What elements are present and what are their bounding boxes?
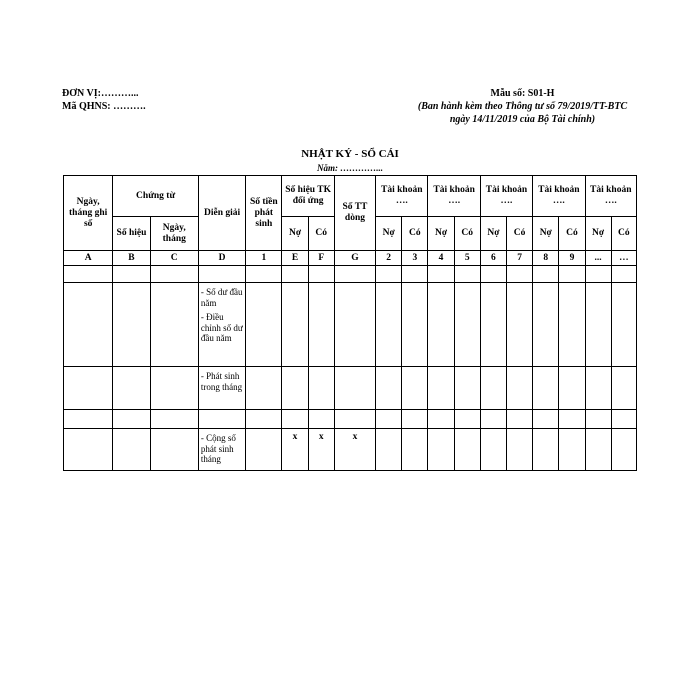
journal-ledger-table (63, 175, 637, 471)
column-code: 6 (480, 251, 506, 266)
header-right (410, 87, 635, 126)
column-code: B (113, 251, 150, 266)
header-acc1-debit: Nợ (376, 217, 402, 251)
header-acc3-debit: Nợ (480, 217, 506, 251)
opening-balance-description (198, 283, 245, 367)
header-acc4-debit: Nợ (533, 217, 559, 251)
total-mark-debit: x (282, 429, 308, 471)
column-code: 9 (559, 251, 585, 266)
qhns-label: Mã QHNS: ………. (62, 101, 146, 112)
total-mark-row-number: x (334, 429, 375, 471)
header-acc2-debit: Nợ (428, 217, 454, 251)
header-description: Diễn giải (198, 176, 245, 251)
column-code: 8 (533, 251, 559, 266)
column-code: 3 (402, 251, 428, 266)
header-counter-credit: Có (308, 217, 334, 251)
column-code: E (282, 251, 308, 266)
form-number: Mẫu số: S01-H (490, 88, 555, 99)
header-acc2-credit: Có (454, 217, 480, 251)
header-voucher: Chứng từ (113, 176, 199, 217)
header-acc5-debit: Nợ (585, 217, 611, 251)
unit-label: ĐƠN VỊ:………... (62, 88, 139, 99)
header-account-4: Tài khoản …. (533, 176, 585, 217)
column-code: 1 (246, 251, 282, 266)
opening-balance-label: - Số dư đầu năm (200, 287, 243, 308)
header-voucher-number: Số hiệu (113, 217, 150, 251)
header-acc4-credit: Có (559, 217, 585, 251)
column-code: G (334, 251, 375, 266)
header-counter-account: Số hiệu TK đối ứng (282, 176, 334, 217)
incurred-label: - Phát sinh trong tháng (198, 367, 245, 410)
header-amount: Số tiền phát sinh (246, 176, 282, 251)
column-code: 7 (506, 251, 532, 266)
total-label: - Cộng số phát sinh tháng (198, 429, 245, 471)
empty-row (64, 410, 637, 429)
total-mark-credit: x (308, 429, 334, 471)
header-acc3-credit: Có (506, 217, 532, 251)
page-title: NHẬT KÝ - SỔ CÁI (301, 148, 399, 160)
total-row (64, 429, 637, 471)
header-row-1 (64, 176, 637, 217)
column-code: … (611, 251, 636, 266)
issued-by-note: (Ban hành kèm theo Thông tư số 79/2019/TT-BTC ngày 14/11/2019 của Bộ Tài chính) (417, 101, 628, 125)
header-acc1-credit: Có (402, 217, 428, 251)
column-code: A (64, 251, 113, 266)
header-account-1: Tài khoản …. (376, 176, 428, 217)
column-code: D (198, 251, 245, 266)
opening-adjustment-label: - Điều chỉnh số dư đầu năm (200, 312, 243, 343)
column-code-row (64, 251, 637, 266)
header-account-3: Tài khoản …. (480, 176, 532, 217)
header-counter-debit: Nợ (282, 217, 308, 251)
header-left (62, 87, 146, 113)
opening-balance-row (64, 283, 637, 367)
column-code: F (308, 251, 334, 266)
header-date: Ngày, tháng ghi số (64, 176, 113, 251)
column-code: 2 (376, 251, 402, 266)
empty-row (64, 266, 637, 283)
incurred-row (64, 367, 637, 410)
column-code: 5 (454, 251, 480, 266)
column-code: 4 (428, 251, 454, 266)
header-account-2: Tài khoản …. (428, 176, 480, 217)
header-account-5: Tài khoản …. (585, 176, 636, 217)
column-code: ... (585, 251, 611, 266)
header-row-number: Số TT dòng (334, 176, 375, 251)
column-code: C (150, 251, 198, 266)
header-acc5-credit: Có (611, 217, 636, 251)
year-label: Năm: …………... (317, 163, 383, 173)
header-voucher-date: Ngày, tháng (150, 217, 198, 251)
